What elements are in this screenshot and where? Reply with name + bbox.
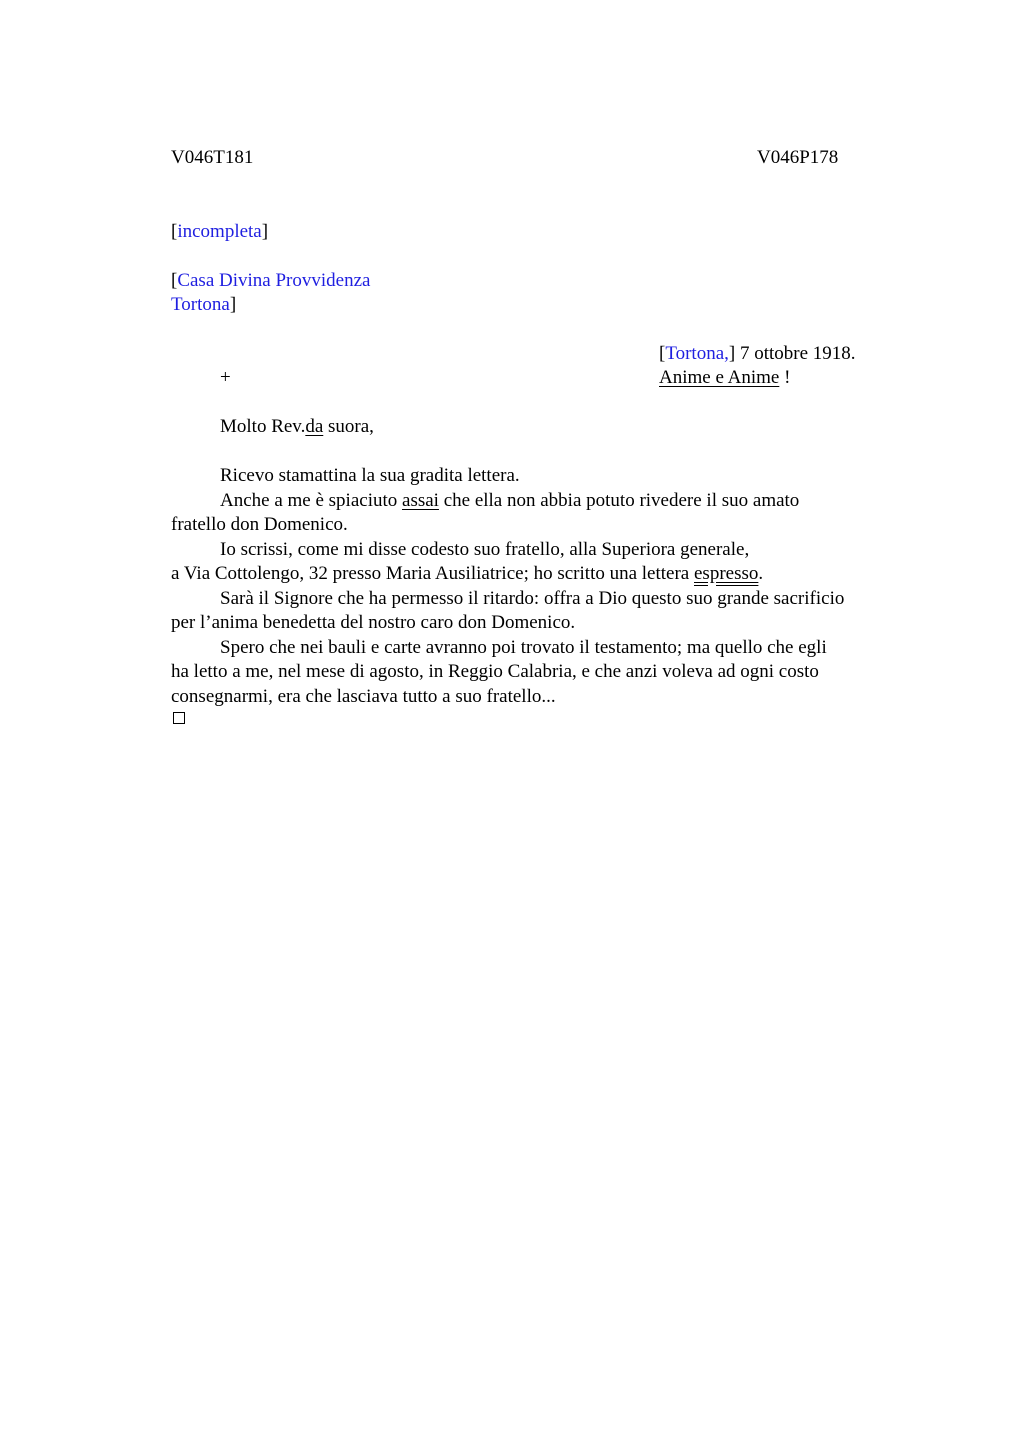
salutation [220, 415, 374, 439]
body-line: consegnarmi, era che lasciava tutto a suo fratello... [171, 686, 556, 707]
dateline-date: 7 ottobre 1918. [739, 343, 856, 364]
body-line [220, 489, 799, 513]
body-text: a Via Cottolengo, 32 presso Maria Ausiliatrice; ho scritto una lettera [171, 563, 690, 584]
emphasis-assai: assai [402, 490, 439, 511]
motto-exclamation: ! [784, 367, 791, 388]
dateline: [Tortona,] 7 ottobre 1918. [659, 343, 856, 364]
body-line: ha letto a me, nel mese di agosto, in Reggio Calabria, e che anzi voleva ad ogni costo [171, 661, 819, 682]
salutation-abbrev: da [305, 416, 324, 437]
document-code-right: V046P178 [757, 147, 839, 168]
sender-line-2: Tortona] [171, 294, 237, 315]
body-line: fratello don Domenico. [171, 514, 348, 535]
sender-line-1: [Casa Divina Provvidenza [171, 270, 371, 291]
motto-text: Anime e Anime [659, 367, 780, 388]
emphasis-espresso: espresso [694, 563, 759, 584]
salutation-start: Molto Rev. [220, 416, 306, 437]
sender-name: Casa Divina Provvidenza [177, 270, 371, 291]
body-text: Anche a me è spiaciuto [220, 490, 398, 511]
sender-city: Tortona [171, 294, 230, 315]
body-line: per l’anima benedetta del nostro caro don Domenico. [171, 612, 576, 633]
end-box-icon [173, 712, 185, 724]
salutation-end: suora, [328, 416, 374, 437]
body-text: che ella non abbia potuto rivedere il suo amato [443, 490, 800, 511]
body-text: . [758, 563, 764, 584]
cross-mark: + [220, 367, 231, 388]
document-code-left: V046T181 [171, 147, 254, 168]
body-line: Io scrissi, come mi disse codesto suo fratello, alla Superiora generale, [220, 539, 750, 560]
dateline-place: Tortona, [665, 343, 729, 364]
body-line: Spero che nei bauli e carte avranno poi trovato il testamento; ma quello che egli [220, 637, 827, 658]
body-line: Sarà il Signore che ha permesso il ritardo: offra a Dio questo suo grande sacrificio [220, 588, 845, 609]
incomplete-note-text: incompleta [177, 221, 262, 242]
body-line [171, 562, 763, 586]
incomplete-note: [incompleta] [171, 221, 269, 242]
body-line: Ricevo stamattina la sua gradita lettera. [220, 465, 520, 486]
motto [659, 366, 790, 390]
